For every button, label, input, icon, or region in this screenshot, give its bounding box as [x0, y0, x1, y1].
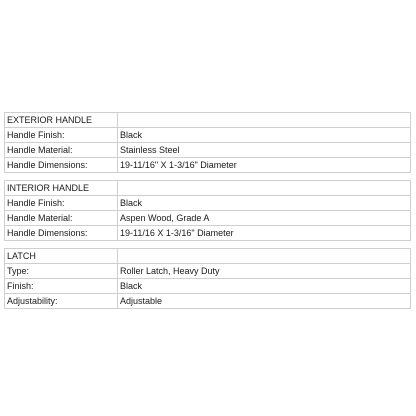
table-row [5, 128, 411, 143]
row-value: Stainless Steel [118, 143, 411, 158]
table-row [5, 143, 411, 158]
row-value: Roller Latch, Heavy Duty [118, 264, 411, 279]
row-label: Handle Dimensions: [5, 226, 118, 241]
table-row [5, 264, 411, 279]
section-header-empty-cell [118, 113, 411, 128]
table-row [5, 158, 411, 173]
row-value: Adjustable [118, 294, 411, 309]
row-label: Handle Finish: [5, 196, 118, 211]
row-label: Type: [5, 264, 118, 279]
interior-handle-table [4, 180, 411, 241]
section-title: LATCH [5, 249, 118, 264]
table-row [5, 211, 411, 226]
section-header-empty-cell [118, 249, 411, 264]
section-header-row [5, 249, 411, 264]
row-label: Handle Material: [5, 211, 118, 226]
row-label: Adjustability: [5, 294, 118, 309]
section-title: EXTERIOR HANDLE [5, 113, 118, 128]
section-header-row [5, 113, 411, 128]
row-label: Finish: [5, 279, 118, 294]
section-title: INTERIOR HANDLE [5, 181, 118, 196]
section-header-empty-cell [118, 181, 411, 196]
row-label: Handle Dimensions: [5, 158, 118, 173]
table-row [5, 279, 411, 294]
table-row [5, 196, 411, 211]
table-row [5, 226, 411, 241]
row-value: 19-11/16 X 1-3/16" Diameter [118, 226, 411, 241]
row-value: Black [118, 196, 411, 211]
section-header-row [5, 181, 411, 196]
row-value: 19-11/16" X 1-3/16" Diameter [118, 158, 411, 173]
row-label: Handle Material: [5, 143, 118, 158]
exterior-handle-table [4, 112, 411, 173]
latch-table [4, 248, 411, 309]
row-value: Aspen Wood, Grade A [118, 211, 411, 226]
table-row [5, 294, 411, 309]
row-value: Black [118, 279, 411, 294]
row-label: Handle Finish: [5, 128, 118, 143]
row-value: Black [118, 128, 411, 143]
